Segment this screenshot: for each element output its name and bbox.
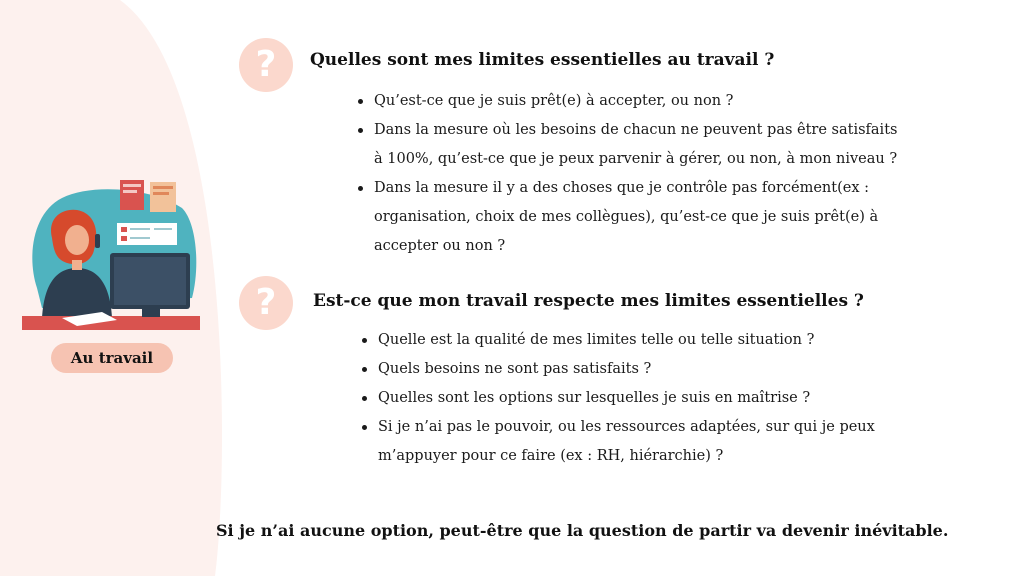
list-item: Quelles sont les options sur lesquelles je suis en maîtrise ? bbox=[360, 384, 875, 413]
question-mark-icon: ? bbox=[239, 38, 293, 92]
list-item: Quels besoins ne sont pas satisfaits ? bbox=[360, 355, 875, 384]
list-item: Dans la mesure il y a des choses que je contrôle pas forcément(ex : bbox=[356, 174, 897, 203]
question-mark-icon: ? bbox=[239, 276, 293, 330]
list-item-continuation: m’appuyer pour ce faire (ex : RH, hiérarchie) ? bbox=[378, 448, 724, 464]
list-item: Quelle est la qualité de mes limites telle ou telle situation ? bbox=[360, 326, 875, 355]
section1-bullet-list bbox=[356, 87, 897, 261]
list-item-continuation: organisation, choix de mes collègues), qu’est-ce que je suis prêt(e) à bbox=[374, 209, 879, 225]
list-item-continuation: accepter ou non ? bbox=[374, 238, 506, 254]
section2-heading: Est-ce que mon travail respecte mes limites essentielles ? bbox=[313, 291, 864, 311]
section1-heading: Quelles sont mes limites essentielles au travail ? bbox=[310, 50, 775, 70]
woman-on-phone-at-desk-illustration bbox=[22, 168, 200, 330]
section2-bullet-list bbox=[360, 326, 875, 471]
list-item: Qu’est-ce que je suis prêt(e) à accepter, ou non ? bbox=[356, 87, 897, 116]
list-item: Dans la mesure où les besoins de chacun ne peuvent pas être satisfaits bbox=[356, 116, 897, 145]
au-travail-badge: Au travail bbox=[51, 343, 173, 373]
conclusion-text: Si je n’ai aucune option, peut-être que la question de partir va devenir inévitable. bbox=[216, 521, 949, 540]
list-item: Si je n’ai pas le pouvoir, ou les ressources adaptées, sur qui je peux bbox=[360, 413, 875, 442]
list-item-continuation: à 100%, qu’est-ce que je peux parvenir à gérer, ou non, à mon niveau ? bbox=[374, 151, 898, 167]
